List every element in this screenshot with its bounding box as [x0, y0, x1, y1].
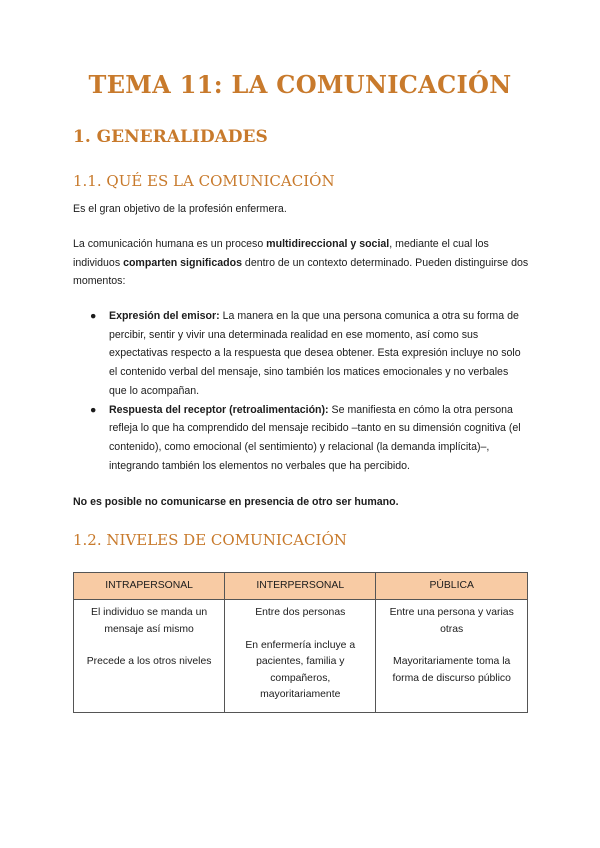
cell-line: Entre una persona y varias otras [389, 607, 514, 635]
table-cell-interpersonal [225, 600, 376, 713]
definition-text-2: , mediante el cual los individuos [73, 238, 489, 269]
cell-line: En enfermería incluye a pacientes, familia y compañeros, mayoritariamente [245, 639, 356, 700]
bullet-text: La manera en la que una persona comunica a otra su forma de percibir, sentir y vivir una determinada realidad en ese momento, así como sus expectativas respecto a la respuesta que desea obtener. Esta expresión incluye no solo el contenido verbal del mensaje, sino también los matices emocionales y no verbales que lo acompañan. [109, 310, 521, 397]
definition-bold-1: multidireccional y social [266, 238, 390, 250]
subsection-heading-niveles: 1.2. NIVELES DE COMUNICACIÓN [73, 531, 347, 549]
bullet-icon: ● [90, 310, 97, 322]
table-row [74, 600, 528, 713]
cell-line: Precede a los otros niveles [86, 656, 212, 667]
definition-paragraph [73, 235, 533, 291]
table-header-row [74, 573, 528, 600]
bullet-text: Se manifiesta en cómo la otra persona refleja lo que ha comprendido del mensaje recibido –tanto en su dimensión cognitiva (el contenido), como emocional (el sentimiento) y relacional (la demanda implícita)–, integrando también los elementos no verbales que ha percibido. [109, 403, 521, 472]
definition-text-1: La comunicación humana es un proceso [73, 238, 267, 250]
column-header-publica: PÚBLICA [376, 573, 528, 600]
cell-line: El individuo se manda un mensaje así mismo [91, 607, 208, 635]
list-item [90, 401, 525, 476]
definition-text-3: dentro de un contexto determinado. Pueden distinguirse dos momentos: [73, 256, 529, 288]
section-heading-generalidades: 1. GENERALIDADES [73, 127, 268, 147]
closing-statement [73, 493, 533, 512]
table-cell-intrapersonal [74, 600, 225, 713]
bullet-term: Respuesta del receptor (retroalimentación): [109, 403, 329, 416]
column-header-intrapersonal: INTRAPERSONAL [74, 573, 225, 600]
column-header-interpersonal: INTERPERSONAL [225, 573, 376, 600]
cell-line: Entre dos personas [255, 607, 346, 618]
page-title: TEMA 11: LA COMUNICACIÓN [88, 70, 512, 99]
table-cell-publica [376, 600, 528, 713]
intro-paragraph: Es el gran objetivo de la profesión enfermera. [73, 203, 287, 215]
list-item [90, 307, 525, 401]
bullet-term: Expresión del emisor: [109, 310, 220, 322]
closing-bold: No es posible no comunicarse en presencia de otro ser humano. [73, 496, 399, 508]
subsection-heading-que-es: 1.1. QUÉ ES LA COMUNICACIÓN [73, 172, 335, 190]
definition-bold-2: comparten significados [123, 256, 242, 269]
levels-table [73, 572, 528, 713]
cell-line: Mayoritariamente toma la forma de discurso público [392, 656, 511, 684]
moments-list [90, 307, 525, 475]
bullet-icon: ● [90, 403, 97, 416]
